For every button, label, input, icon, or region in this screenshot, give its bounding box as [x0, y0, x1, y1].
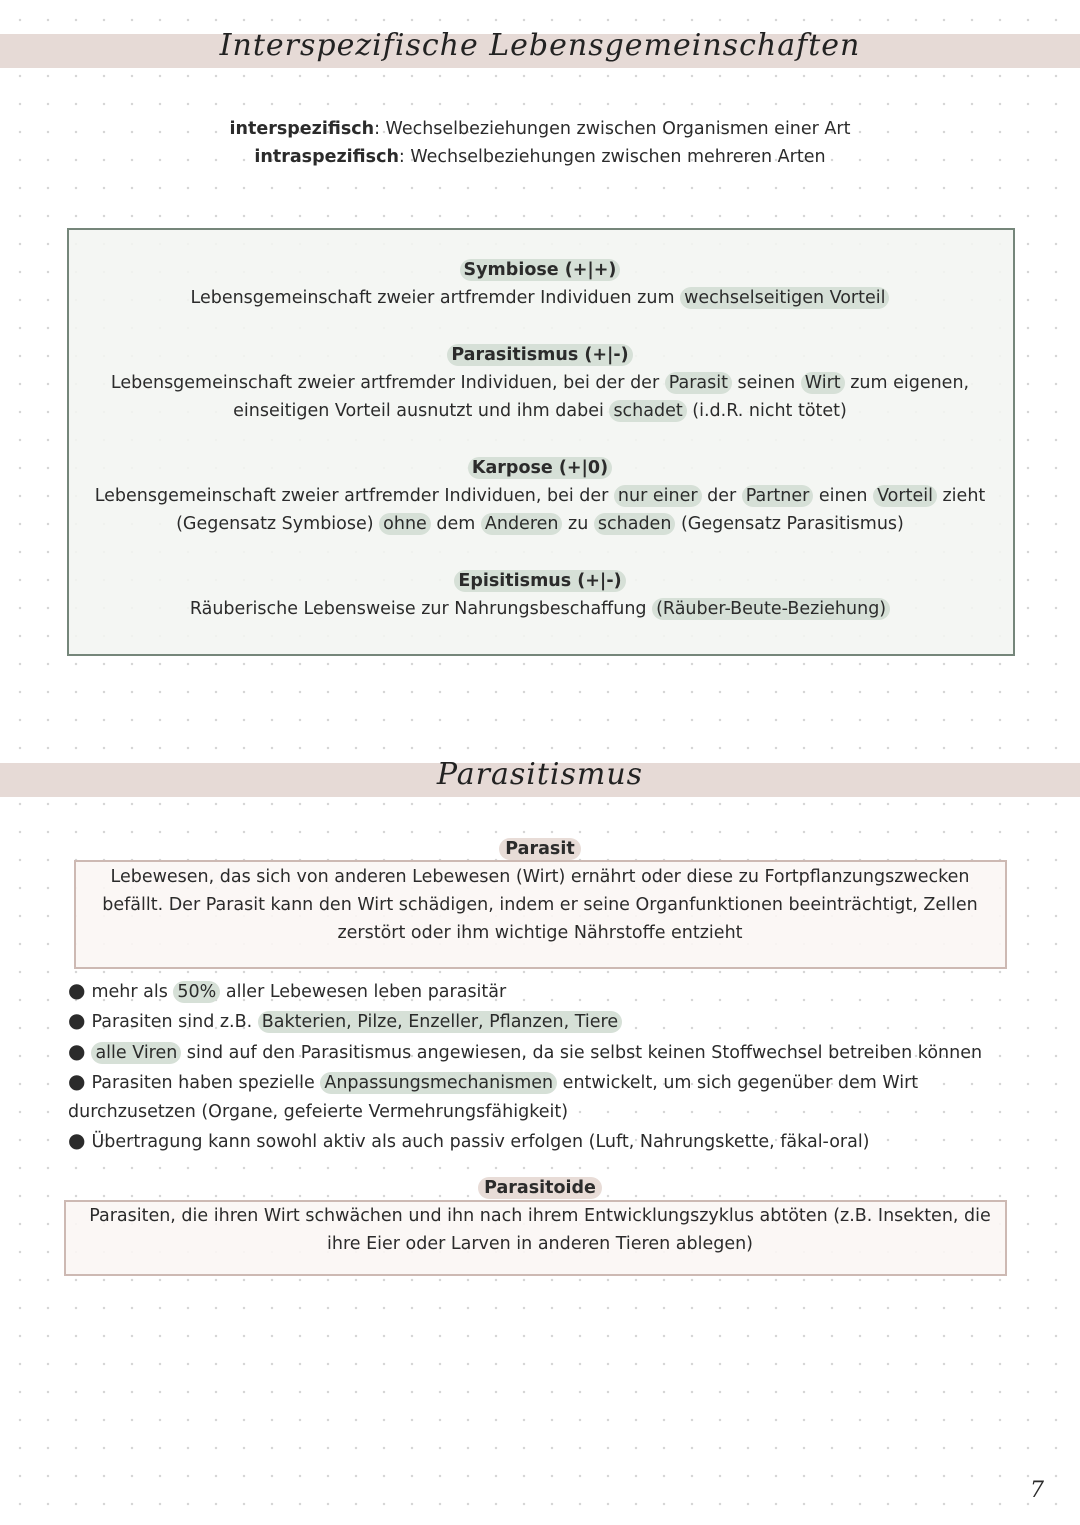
list-item	[68, 976, 1018, 1006]
text: Lebensgemeinschaft zweier artfremder Individuen zum	[190, 288, 681, 308]
episitismus-heading	[0, 567, 1080, 595]
list-item	[68, 1006, 1018, 1036]
highlight: schaden	[594, 513, 676, 535]
list-item	[68, 1126, 1018, 1156]
text: mehr als	[91, 982, 174, 1002]
karpose-label: Karpose (+|0)	[468, 457, 612, 479]
section-title-2: Parasitismus	[436, 757, 644, 792]
highlight: wechselseitigen Vorteil	[680, 287, 889, 309]
term-interspezifisch: interspezifisch	[229, 119, 375, 139]
highlight: Vorteil	[873, 485, 937, 507]
episitismus-label: Episitismus (+|-)	[454, 570, 625, 592]
definition-text: : Wechselbeziehungen zwischen Organismen einer Art	[374, 119, 851, 139]
parasit-text-3: zerstört oder ihm wichtige Nährstoffe entzieht	[337, 923, 743, 943]
parasitoide-text-1: Parasiten, die ihren Wirt schwächen und ihn nach ihrem Entwicklungszyklus abtöten (z.B. Insekten, die	[89, 1206, 991, 1226]
text: seinen	[731, 373, 801, 393]
text: Lebensgemeinschaft zweier artfremder Individuen, bei der der	[110, 373, 665, 393]
text: Parasiten sind z.B.	[91, 1012, 258, 1033]
highlight: alle Viren	[91, 1042, 181, 1064]
parasit-text-2: befällt. Der Parasit kann den Wirt schädigen, indem er seine Organfunktionen beeinträchtigt, Zellen	[102, 895, 978, 915]
text: sind auf den Parasitismus angewiesen, da sie selbst keinen Stoffwechsel betreiben können	[181, 1042, 983, 1063]
highlight: Bakterien, Pilze, Enzeller, Pflanzen, Tiere	[258, 1011, 622, 1033]
bullet-icon: ●	[68, 978, 86, 1002]
parasitismus-text-1	[0, 369, 1080, 397]
list-item	[68, 1067, 1018, 1097]
text: (Gegensatz Symbiose)	[176, 514, 380, 534]
highlight: Partner	[742, 485, 814, 507]
text: Übertragung kann sowohl aktiv als auch passiv erfolgen (Luft, Nahrungskette, fäkal-oral)	[91, 1132, 870, 1153]
text: einseitigen Vorteil ausnutzt und ihm dabei	[233, 401, 610, 421]
text: zieht	[936, 486, 986, 506]
text: Parasiten haben spezielle	[91, 1073, 321, 1094]
highlight: Anpassungsmechanismen	[320, 1072, 557, 1094]
parasit-text-1: Lebewesen, das sich von anderen Lebewesen (Wirt) ernährt oder diese zu Fortpflanzungszwecken	[110, 867, 970, 887]
symbiose-text	[0, 284, 1080, 312]
definition-intraspezifisch	[0, 143, 1080, 171]
text: zum eigenen,	[844, 373, 970, 393]
highlight: ohne	[379, 513, 431, 535]
symbiose-heading	[0, 256, 1080, 284]
highlight: Parasit	[665, 372, 732, 394]
text: (Gegensatz Parasitismus)	[675, 514, 904, 534]
highlight: Anderen	[481, 513, 563, 535]
section-title-1: Interspezifische Lebensgemeinschaften	[219, 28, 861, 63]
text: der	[701, 486, 742, 506]
bullet-icon: ●	[68, 1008, 86, 1033]
list-item	[68, 1037, 1018, 1067]
karpose-text-2	[0, 510, 1080, 538]
highlight: 50%	[173, 981, 220, 1003]
text: (i.d.R. nicht tötet)	[686, 401, 847, 421]
text: entwickelt, um sich gegenüber dem Wirt	[557, 1073, 919, 1094]
text: aller Lebewesen leben parasitär	[220, 982, 507, 1002]
symbiose-label: Symbiose (+|+)	[460, 259, 621, 281]
definition-text: : Wechselbeziehungen zwischen mehreren Arten	[398, 147, 826, 167]
parasitism-facts-list	[68, 976, 1018, 1156]
page-number: 7	[1030, 1478, 1044, 1503]
highlight: nur einer	[614, 485, 702, 507]
text: Lebensgemeinschaft zweier artfremder Individuen, bei der	[94, 486, 614, 506]
text: zu	[562, 514, 594, 534]
text: Räuberische Lebensweise zur Nahrungsbeschaffung	[189, 599, 653, 619]
parasitoide-text-2: ihre Eier oder Larven in anderen Tieren ablegen)	[326, 1234, 754, 1254]
parasit-heading	[0, 835, 1080, 863]
parasitoide-label: Parasitoide	[478, 1177, 602, 1199]
episitismus-text	[0, 595, 1080, 623]
bullet-icon: ●	[68, 1128, 86, 1153]
parasit-label: Parasit	[499, 838, 580, 860]
list-item-continuation: durchzusetzen (Organe, gefeierte Vermehrungsfähigkeit)	[68, 1101, 569, 1122]
highlight: Wirt	[801, 372, 845, 394]
term-intraspezifisch: intraspezifisch	[254, 147, 399, 167]
highlight: (Räuber-Beute-Beziehung)	[652, 598, 890, 620]
text: dem	[430, 514, 481, 534]
parasitismus-text-2	[0, 397, 1080, 425]
karpose-text-1	[0, 482, 1080, 510]
text: einen	[813, 486, 874, 506]
parasitoide-heading	[0, 1174, 1080, 1202]
bullet-icon: ●	[68, 1069, 86, 1094]
highlight: schadet	[609, 400, 686, 422]
definition-interspezifisch	[0, 115, 1080, 143]
parasitismus-heading	[0, 341, 1080, 369]
bullet-icon: ●	[68, 1038, 86, 1063]
parasitismus-label: Parasitismus (+|-)	[447, 344, 632, 366]
karpose-heading	[0, 454, 1080, 482]
